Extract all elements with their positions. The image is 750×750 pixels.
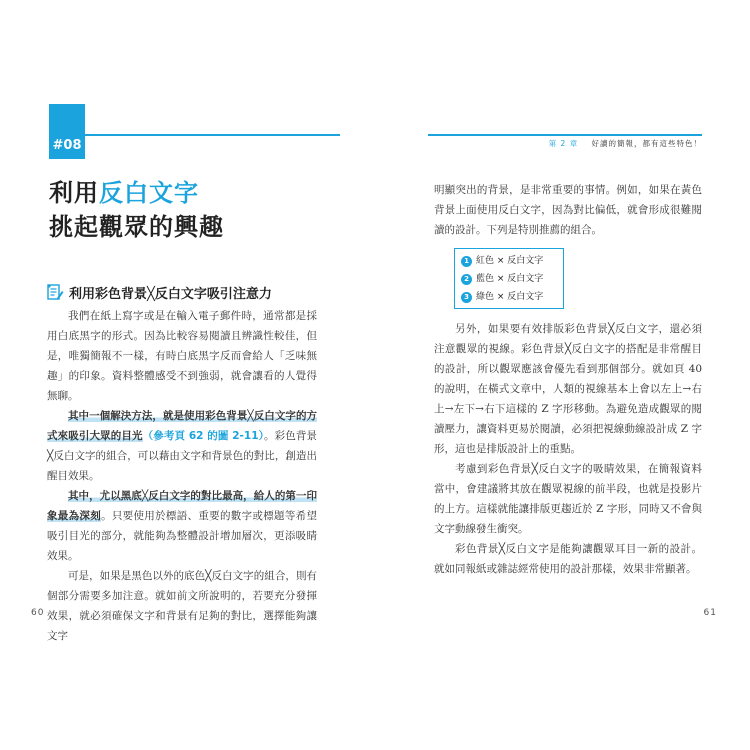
left-paragraph-2 (47, 406, 317, 486)
left-paragraph-2-rest: 。彩色背景╳反白文字的組合，可以藉由文字和背景色的對比，創造出醒目效果。 (47, 430, 318, 482)
running-head (549, 138, 702, 149)
right-paragraph-1: 明顯突出的背景，是非常重要的事情。例如，如果在黃色背景上面使用反白文字，因為對比偏低，就會形成很難閱讀的設計。下列是特別推薦的組合。 (434, 184, 702, 236)
combo-text: 綠色 × 反白文字 (476, 292, 544, 302)
page-number-right: 61 (703, 608, 717, 618)
list-item (461, 252, 557, 270)
left-paragraph-4: 可是，如果是黑色以外的底色╳反白文字的組合，則有個部分需要多加注意。就如前文所說明的，若要充分發揮效果，就必須確保文字和背景有足夠的對比，選擇能夠讓文字 (47, 570, 317, 642)
figure-reference: （參考頁 62 的圖 2-11） (142, 430, 265, 442)
right-paragraph-3: 考慮到彩色背景╳反白文字的吸睛效果，在簡報資料當中，會建議將其放在觀眾視線的前半段，也就是投影片的上方。這樣就能讓排版更趨近於 Z 字形，同時又不會與文字動線發生衝突。 (434, 463, 702, 535)
title-line1-accent: 反白文字 (99, 179, 199, 207)
section-heading (45, 282, 272, 302)
left-paragraph-3-rest: 。只要使用於標語、重要的數字或標題等希望吸引目光的部分，就能夠為整體設計增加層次，更添吸睛效果。 (47, 510, 317, 562)
title-line1-prefix: 利用 (49, 179, 99, 207)
chapter-tab (49, 104, 85, 159)
left-paragraph-3 (47, 486, 317, 566)
recommended-combinations-box (454, 248, 564, 309)
left-column (47, 306, 317, 646)
number-badge: 2 (461, 274, 472, 285)
combo-text: 藍色 × 反白文字 (476, 274, 544, 284)
page-title (49, 176, 224, 244)
right-column (434, 180, 702, 579)
page-number-left: 60 (31, 608, 45, 618)
left-paragraph-2-emphasis: 其中一個解決方法，就是使用彩色背景╳反白文字的方式來吸引大眾的目光 (47, 410, 317, 442)
combo-text: 紅色 × 反白文字 (476, 256, 544, 266)
right-paragraph-4: 彩色背景╳反白文字是能夠讓觀眾耳目一新的設計。就如同報紙或雜誌經常使用的設計那樣，效果非常顯著。 (434, 543, 702, 575)
top-rule-right (428, 134, 702, 136)
left-paragraph-3-emphasis: 其中，尤以黑底╳反白文字的對比最高，給人的第一印象最為深刻 (47, 490, 317, 522)
number-badge: 1 (461, 256, 472, 267)
list-item (461, 270, 557, 288)
list-item (461, 288, 557, 306)
title-line2: 挑起觀眾的興趣 (49, 213, 224, 241)
number-badge: 3 (461, 292, 472, 303)
left-paragraph-1: 我們在紙上寫字或是在輸入電子郵件時，通常都是採用白底黑字的形式。因為比較容易閱讀且辨識性較佳，但是，唯獨簡報不一樣，有時白底黑字反而會給人「乏味無趣」的印象。資料整體感受不到強弱，就會讓看的人覺得無聊。 (47, 310, 317, 402)
running-head-title: 好讀的簡報，都有這些特色！ (591, 139, 702, 148)
section-heading-text: 利用彩色背景╳反白文字吸引注意力 (69, 286, 272, 302)
right-paragraph-2: 另外，如果要有效排版彩色背景╳反白文字，還必須注意觀眾的視線。彩色背景╳反白文字的搭配是非常醒目的設計，所以觀眾應該會優先看到那個部分。就如頁 40 的說明，在橫式文章中，人類的視線基本上會以左上→右上→左下→右下這樣的 Z 字形移動。為避免造成觀眾的閱讀壓力，讓資料更易於閱讀，必須把視線動線設計成 Z 字形，這也是排版設計上的重點。 (434, 323, 702, 455)
running-head-chapter: 第 2 章 (548, 139, 579, 148)
top-rule-left (50, 134, 340, 136)
document-edit-icon (45, 282, 65, 302)
chapter-tab-label: #08 (52, 138, 82, 153)
